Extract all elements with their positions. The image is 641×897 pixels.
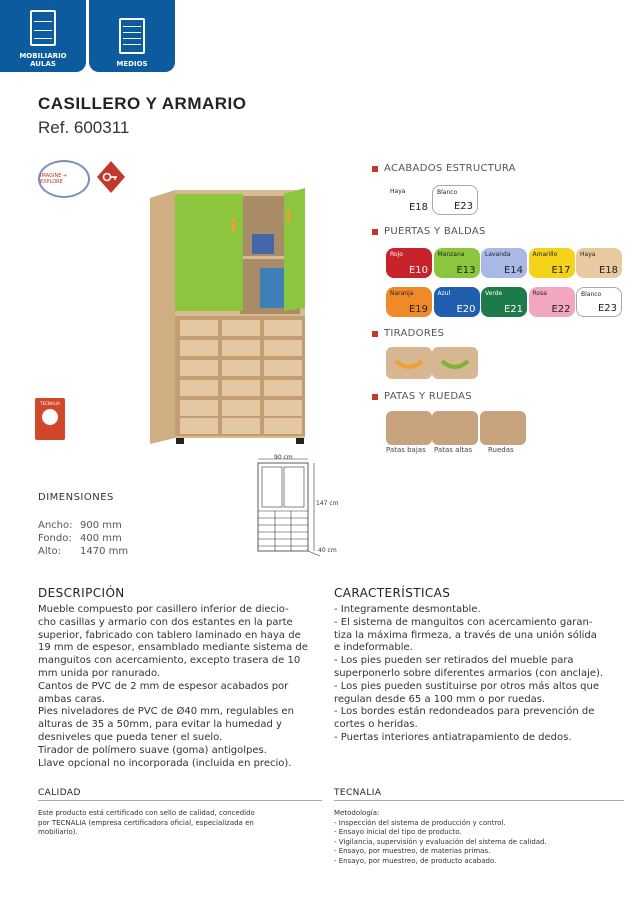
text-line: - Ensayo, por muestreo, de materias primas. <box>334 847 491 855</box>
tiradores-heading-text: TIRADORES <box>384 328 445 339</box>
swatch-code: E22 <box>551 304 571 315</box>
tecnalia-seal-icon <box>42 409 58 425</box>
tab-label-line1: MOBILIARIO <box>19 52 67 60</box>
patas-heading <box>372 391 472 402</box>
bullet-icon <box>372 331 378 337</box>
swatch-code: E10 <box>408 265 428 276</box>
swatch-acabado-blanco[interactable] <box>432 185 478 215</box>
text-line: Pies niveladores de PVC de Ø40 mm, regulables en <box>38 706 294 718</box>
tab-label-line1: MEDIOS <box>116 60 148 68</box>
swatch-code: E18 <box>598 265 618 276</box>
caracteristicas-heading: CARACTERÍSTICAS <box>334 586 451 600</box>
text-line: 19 mm de espesor, ensamblado mediante sistema de <box>38 642 308 654</box>
dimensiones-heading: DIMENSIONES <box>38 492 114 503</box>
tecnalia-divider <box>334 800 624 801</box>
imagine-explore-logo <box>38 160 90 198</box>
swatch-rojo[interactable] <box>386 248 432 278</box>
swatch-name: Naranja <box>390 290 414 297</box>
category-tabs <box>0 0 175 72</box>
product-image <box>150 188 350 450</box>
swatch-code: E13 <box>456 265 476 276</box>
text-line: Este producto está certificado con sello de calidad, concedido <box>38 809 255 817</box>
text-line: - Vigilancia, supervisión y evaluación del sistema de calidad. <box>334 837 547 846</box>
swatch-name: Blanco <box>581 291 602 298</box>
dim-value: 400 mm <box>80 533 122 544</box>
text-line: - El sistema de manguitos con acercamiento garan- <box>334 616 593 628</box>
patas-heading-text: PATAS Y RUEDAS <box>384 391 472 402</box>
swatch-code: E18 <box>408 202 428 213</box>
caracteristicas-text <box>334 604 624 745</box>
swatch-name: Blanco <box>437 189 458 196</box>
swatch-name: Haya <box>580 251 596 258</box>
text-line: superponerlo sobre diferentes armarios (con anclaje). <box>334 667 604 679</box>
patas-bajas-caption: Patas bajas <box>386 446 426 454</box>
text-line: Metodología: <box>334 809 380 817</box>
text-line: mobiliario). <box>38 828 78 836</box>
calidad-heading: CALIDAD <box>38 788 81 798</box>
key-icon <box>96 160 126 194</box>
swatch-naranja[interactable] <box>386 287 432 317</box>
text-line: e indeformable. <box>334 642 413 654</box>
text-line: Mueble compuesto por casillero inferior de diecio- <box>38 604 289 615</box>
dim-label: Ancho: <box>38 520 73 531</box>
swatch-name: Lavanda <box>485 251 511 258</box>
dimension-drawing <box>246 455 346 560</box>
dim-label: Alto: <box>38 546 62 557</box>
dim-label: Fondo: <box>38 533 72 544</box>
puertas-heading-text: PUERTAS Y BALDAS <box>384 226 486 237</box>
text-line: - Integramente desmontable. <box>334 604 481 615</box>
swatch-acabado-haya[interactable] <box>386 185 432 215</box>
bullet-icon <box>372 229 378 235</box>
text-line: - Puertas interiores antiatrapamiento de dedos. <box>334 731 572 743</box>
ruedas-image <box>480 411 526 445</box>
text-line: Llave opcional no incorporada (incluida en precio). <box>38 757 292 769</box>
swatch-blanco[interactable] <box>576 287 622 317</box>
text-line: regulan desde 65 a 100 mm o por ruedas. <box>334 693 546 705</box>
swatch-code: E20 <box>456 304 476 315</box>
text-line: mm unida por ranurado. <box>38 667 161 679</box>
descripcion-heading: DESCRIPCIÓN <box>38 586 125 600</box>
swatch-haya[interactable] <box>576 248 622 278</box>
swatch-name: Amarillo <box>532 251 558 258</box>
text-line: ambas caras. <box>38 693 105 705</box>
text-line: Cantos de PVC de 2 mm de espesor acabados por <box>38 680 289 692</box>
text-line: por TECNALIA (empresa certificadora oficial, especializada en <box>38 818 254 827</box>
swatch-name: Azul <box>437 290 451 297</box>
tiradores-heading <box>372 328 444 339</box>
swatch-azul[interactable] <box>434 287 480 317</box>
product-title: CASILLERO Y ARMARIO <box>38 94 247 113</box>
swatch-lavanda[interactable] <box>481 248 527 278</box>
swatch-name: Rosa <box>532 290 547 297</box>
swatch-code: E23 <box>597 303 617 314</box>
imagine-logo-text: IMAGINE + EXPLORE <box>40 173 68 185</box>
patas-altas-image <box>432 411 478 445</box>
calidad-divider <box>38 800 322 801</box>
puertas-heading <box>372 226 486 237</box>
text-line: - Ensayo inicial del tipo de producto. <box>334 828 462 836</box>
dim-row-fondo <box>38 533 122 544</box>
text-line: manguitos con acercamiento, excepto trasera de 10 <box>38 655 301 667</box>
patas-altas-caption: Patas altas <box>434 446 473 454</box>
tab-mobiliario-aulas[interactable] <box>0 0 86 72</box>
swatch-verde[interactable] <box>481 287 527 317</box>
swatch-amarillo[interactable] <box>529 248 575 278</box>
text-line: cortes o heridas. <box>334 719 418 731</box>
swatch-manzana[interactable] <box>434 248 480 278</box>
swatch-code: E17 <box>551 265 571 276</box>
text-line: Tirador de polímero suave (goma) antigolpes. <box>38 744 267 756</box>
shelves-icon <box>119 18 145 54</box>
tirador-naranja-image <box>386 347 432 379</box>
dim-value: 900 mm <box>80 520 122 531</box>
drawing-depth-label: 40 cm <box>318 547 337 554</box>
cabinet-icon <box>30 10 56 46</box>
swatch-code: E23 <box>453 201 473 212</box>
product-reference: Ref. 600311 <box>38 118 130 137</box>
text-line: - Inspección del sistema de producción y control. <box>334 818 506 827</box>
swatch-name: Verde <box>485 290 503 297</box>
text-line: desniveles que pueda tener el suelo. <box>38 731 223 743</box>
drawing-height-label: 147 cm <box>316 500 339 507</box>
tab-label-line2: AULAS <box>30 60 56 68</box>
tecnalia-heading: TECNALIA <box>334 788 382 798</box>
dim-row-alto <box>38 546 128 557</box>
swatch-name: Rojo <box>390 251 403 258</box>
tecnalia-text <box>334 809 624 866</box>
tecnalia-badge <box>35 398 65 440</box>
swatch-code: E21 <box>503 304 523 315</box>
swatch-rosa[interactable] <box>529 287 575 317</box>
tab-medios[interactable] <box>89 0 175 72</box>
calidad-text <box>38 809 322 838</box>
text-line: - Ensayo, por muestreo, de producto acabado. <box>334 856 497 865</box>
acabados-heading <box>372 163 516 174</box>
patas-bajas-image <box>386 411 432 445</box>
swatch-name: Manzana <box>437 251 465 258</box>
bullet-icon <box>372 394 378 400</box>
bullet-icon <box>372 166 378 172</box>
text-line: tiza la máxima firmeza, a través de una unión sólida <box>334 629 597 641</box>
ruedas-caption: Ruedas <box>488 446 514 454</box>
dim-value: 1470 mm <box>80 546 129 557</box>
text-line: - Los pies pueden sustituirse por otros más altos que <box>334 680 599 692</box>
text-line: - Los pies pueden ser retirados del mueble para <box>334 655 574 667</box>
text-line: alturas de 35 a 50mm, para evitar la humedad y <box>38 719 282 731</box>
swatch-code: E19 <box>408 304 428 315</box>
swatch-code: E14 <box>503 265 523 276</box>
descripcion-text <box>38 604 326 770</box>
dim-row-ancho <box>38 520 122 531</box>
acabados-heading-text: ACABADOS ESTRUCTURA <box>384 163 516 174</box>
drawing-width-label: 90 cm <box>274 454 293 461</box>
swatch-name: Haya <box>390 188 406 195</box>
tecnalia-badge-label: TECNALIA <box>40 401 60 406</box>
text-line: superior, fabricado con tablero laminado en haya de <box>38 629 301 641</box>
tirador-verde-image <box>432 347 478 379</box>
text-line: - Los bordes están redondeados para prevención de <box>334 706 595 718</box>
text-line: cho casillas y armario con dos estantes en la parte <box>38 616 293 628</box>
